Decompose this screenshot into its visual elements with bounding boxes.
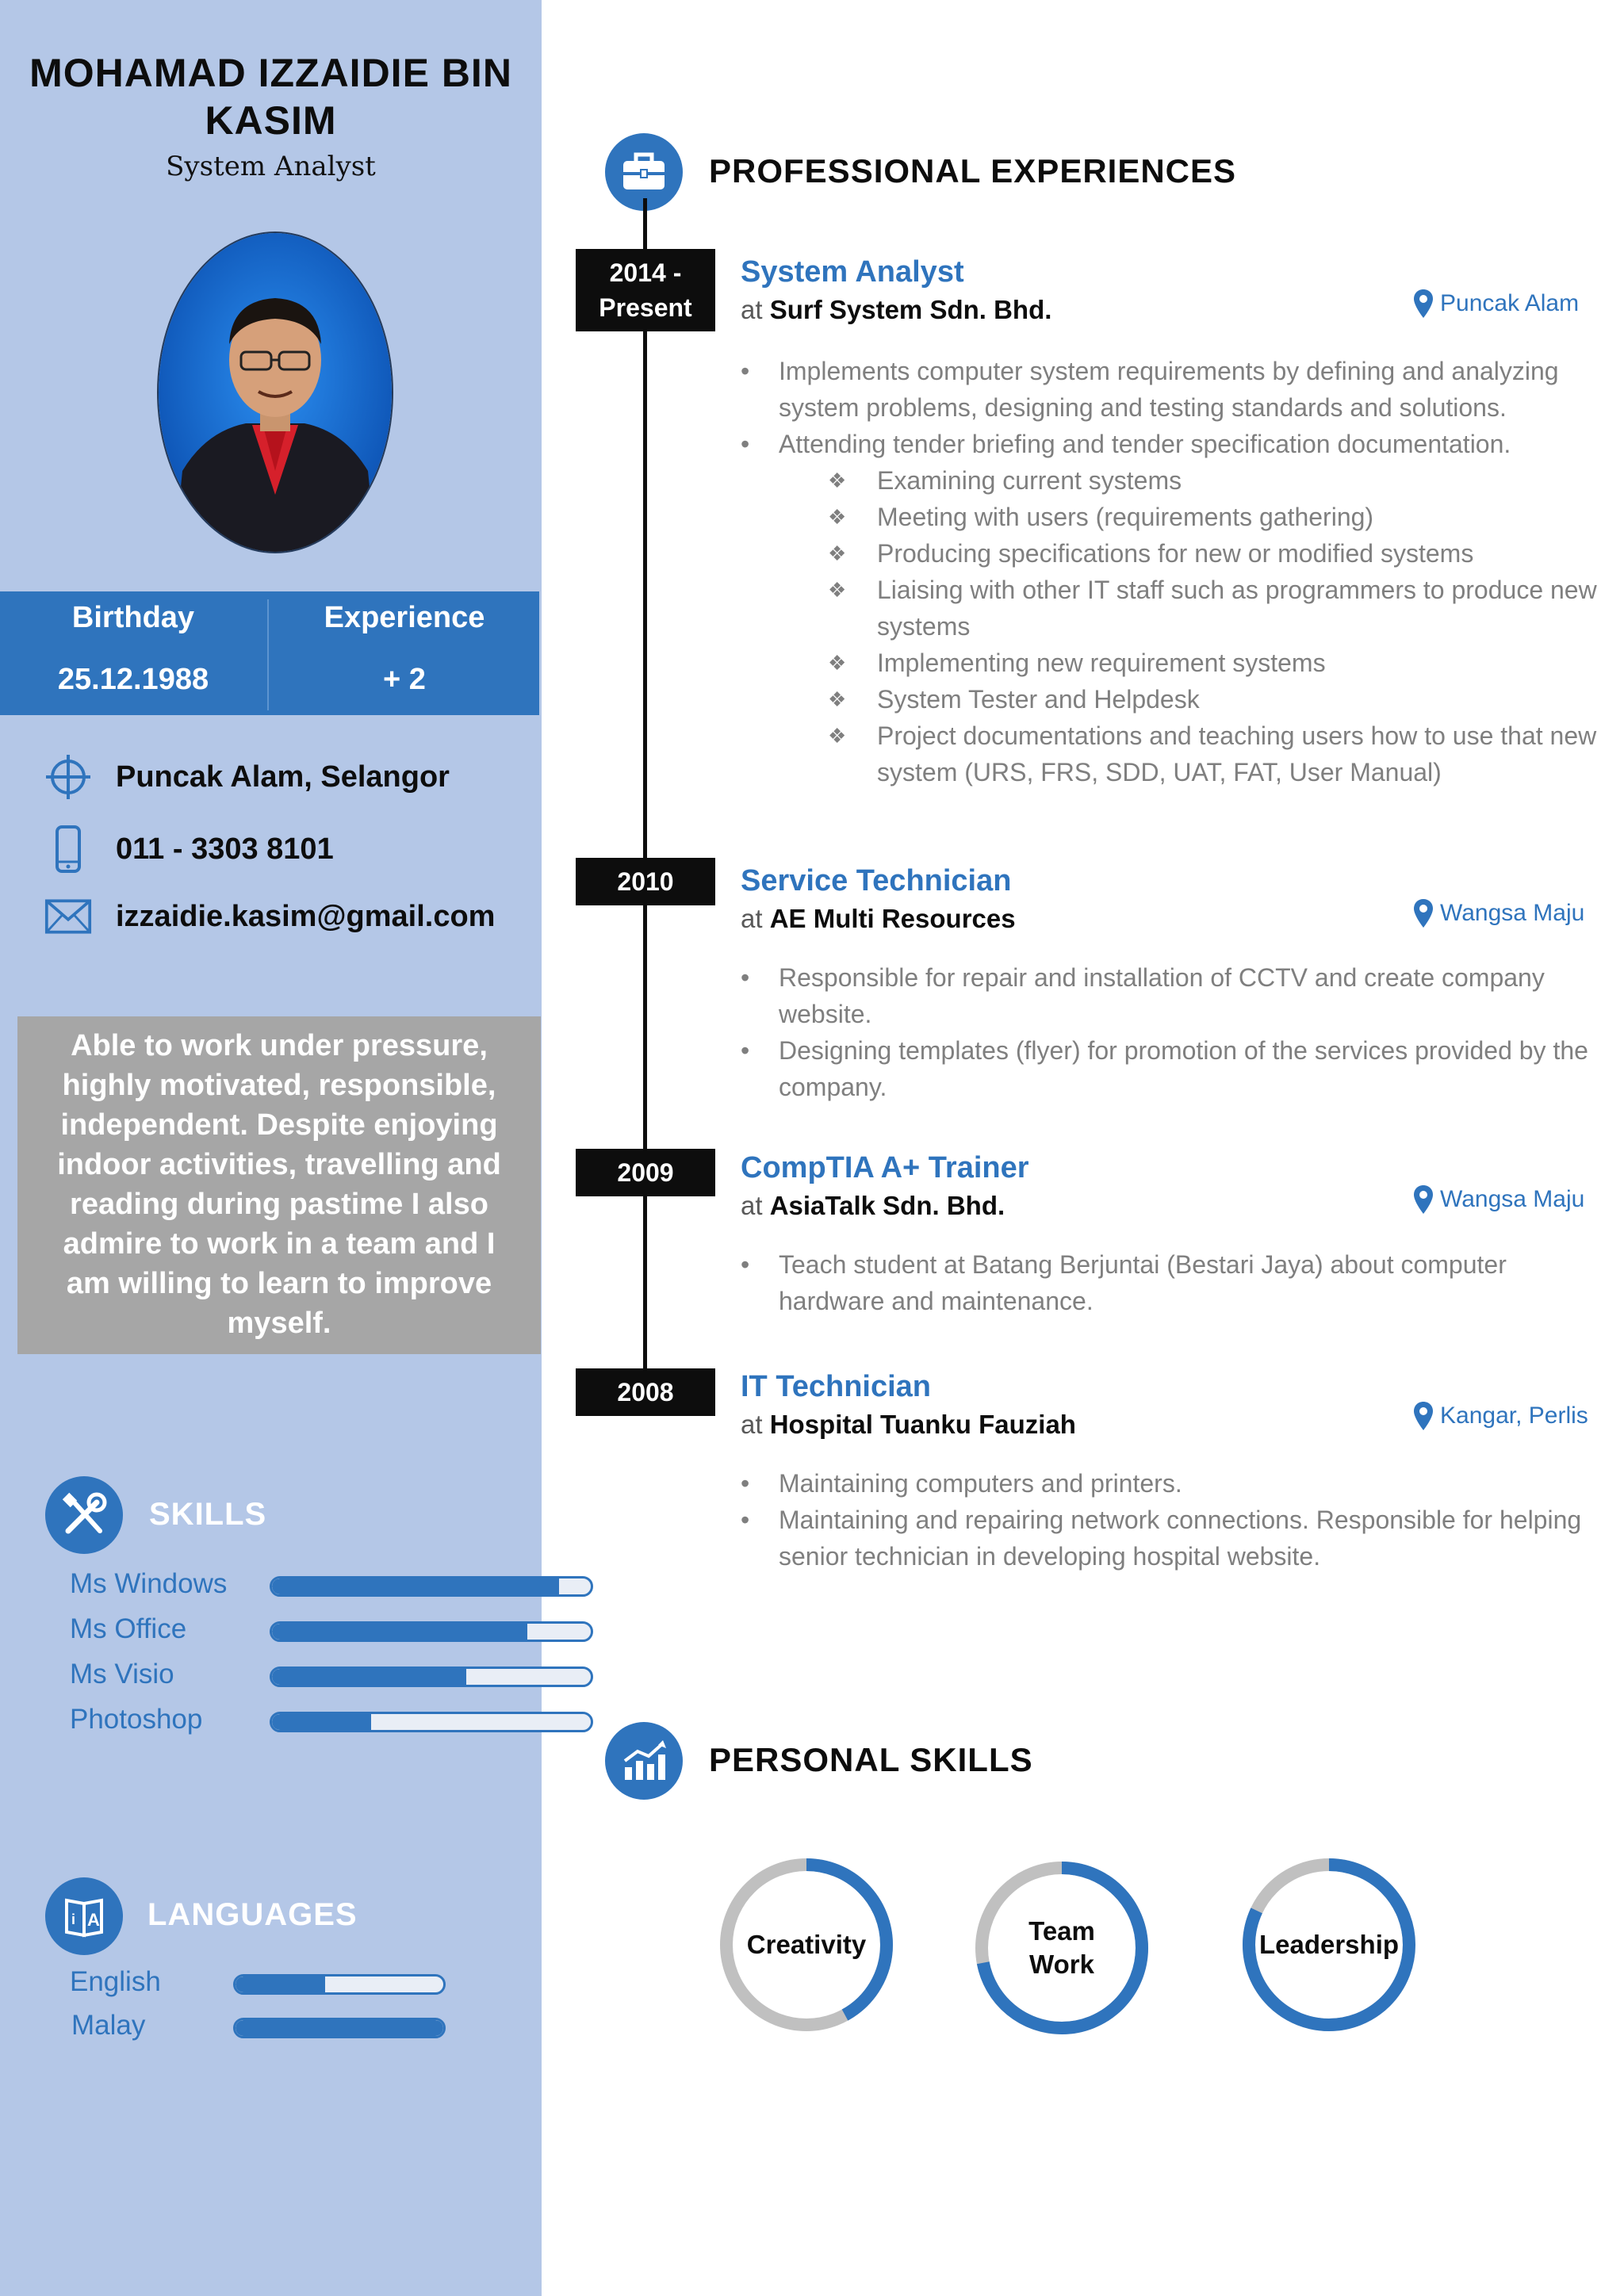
bullet-item: • Attending tender briefing and tender specification documentation. (741, 426, 1597, 462)
map-pin-icon (1413, 1184, 1434, 1215)
experience-label: Experience (324, 601, 485, 634)
company-name: Hospital Tuanku Fauziah (769, 1410, 1076, 1439)
sub-bullet-item: ❖ Meeting with users (requirements gathering) (741, 499, 1597, 535)
skill-bar (270, 1621, 593, 1642)
donut-label (1238, 1854, 1420, 2036)
skill-name: Photoshop (70, 1704, 203, 1735)
skill-bar-fill (272, 1714, 371, 1730)
skill-bar-fill (272, 1578, 559, 1594)
language-bar-fill (236, 1976, 325, 1992)
donut-label-line2: Work (1029, 1950, 1094, 1979)
contact-email (44, 889, 495, 944)
language-name: Malay (71, 2010, 146, 2041)
job-location (1413, 1401, 1588, 1431)
job-date-line2: Present (599, 293, 692, 322)
personal-skills-heading: PERSONAL SKILLS (709, 1741, 1033, 1778)
at-label: at (741, 1191, 763, 1220)
experience-heading: PROFESSIONAL EXPERIENCES (709, 152, 1237, 189)
job-title: IT Technician (741, 1370, 932, 1403)
job-date-line1: 2009 (617, 1158, 674, 1187)
skill-row (70, 1659, 530, 1698)
bullet-item: • Designing templates (flyer) for promotion of the services provided by the company. (741, 1032, 1597, 1105)
contact-location (44, 749, 450, 805)
skill-name: Ms Office (70, 1613, 187, 1644)
company-name: AE Multi Resources (769, 904, 1016, 933)
crosshair-icon (44, 753, 92, 801)
growth-chart-icon (605, 1722, 683, 1800)
job-title: Service Technician (741, 864, 1012, 897)
job-location (1413, 898, 1584, 928)
map-pin-icon (1413, 1401, 1434, 1431)
skill-row (70, 1704, 530, 1743)
job-date (576, 1149, 715, 1196)
language-row (70, 1966, 530, 2006)
sub-bullet-item: ❖ Project documentations and teaching users how to use that new system (URS, FRS, SDD, UAT, FAT, User Manual) (741, 718, 1597, 790)
sub-bullet-item: ❖ Liaising with other IT staff such as programmers to produce new systems (741, 572, 1597, 645)
location-name: Wangsa Maju (1440, 1186, 1585, 1212)
language-row (71, 2010, 531, 2049)
profile-photo (157, 232, 393, 553)
job-date (576, 1368, 715, 1416)
job-date-line1: 2014 - (609, 258, 682, 287)
company-name: AsiaTalk Sdn. Bhd. (769, 1191, 1005, 1220)
personal-skill-creativity (715, 1854, 898, 2036)
skill-bar-fill (272, 1669, 466, 1685)
donut-label (715, 1854, 898, 2036)
candidate-name: MOHAMAD IZZAIDIE BIN KASIM (29, 51, 512, 143)
skill-bar (270, 1576, 593, 1597)
bullet-item: • Responsible for repair and installation of CCTV and create company website. (741, 959, 1597, 1032)
skill-bar (270, 1712, 593, 1732)
skill-row (70, 1568, 530, 1608)
birthday-value: 25.12.1988 (57, 663, 209, 696)
sub-bullet-item: ❖ Producing specifications for new or modified systems (741, 535, 1597, 572)
summary-box: Able to work under pressure, highly motivated, responsible, independent. Despite enjoying indoor activities, travelling and reading during pastime I also admire to work in a team and I am willing to learn to improve myself. (17, 1016, 541, 1354)
experience-value: + 2 (383, 663, 426, 696)
svg-text:i: i (71, 1911, 76, 1927)
svg-text:A: A (87, 1910, 100, 1930)
job-bullets (741, 353, 1597, 790)
birthday-label: Birthday (71, 601, 195, 634)
job-bullets (741, 1465, 1597, 1575)
job-date-line1: 2010 (617, 867, 674, 896)
envelope-icon (44, 893, 92, 940)
candidate-title: System Analyst (166, 151, 376, 182)
job-company (741, 904, 1016, 934)
bullet-item: • Maintaining computers and printers. (741, 1465, 1597, 1502)
stats-bar (0, 591, 539, 715)
personal-skill-teamwork (971, 1857, 1153, 2039)
at-label: at (741, 295, 763, 324)
location-name: Kangar, Perlis (1440, 1402, 1588, 1429)
at-label: at (741, 904, 763, 933)
bullet-item: • Teach student at Batang Berjuntai (Bestari Jaya) about computer hardware and maintenance. (741, 1246, 1597, 1319)
experience-stat (270, 591, 539, 715)
bullet-item: • Implements computer system requirements by defining and analyzing system problems, designing and testing standards and solutions. (741, 353, 1597, 426)
personal-skill-leadership (1238, 1854, 1420, 2036)
translate-icon (45, 1877, 123, 1955)
sidebar (0, 0, 542, 2296)
donut-label-line1: Team (1028, 1916, 1095, 1946)
sub-bullet-item: ❖ System Tester and Helpdesk (741, 681, 1597, 718)
skills-heading: SKILLS (149, 1497, 267, 1532)
job-company (741, 295, 1051, 325)
donut-label (971, 1857, 1153, 2039)
job-bullets (741, 959, 1597, 1105)
skill-bar-fill (272, 1624, 527, 1640)
email-text: izzaidie.kasim@gmail.com (116, 899, 496, 933)
map-pin-icon (1413, 898, 1434, 928)
contact-phone (44, 821, 334, 877)
location-name: Puncak Alam (1440, 290, 1580, 316)
donut-label-text: Creativity (746, 1930, 867, 1959)
skill-row (70, 1613, 530, 1653)
phone-text: 011 - 3303 8101 (116, 832, 334, 866)
skill-bar (270, 1667, 593, 1687)
company-name: Surf System Sdn. Bhd. (769, 295, 1052, 324)
tools-icon (45, 1476, 123, 1554)
birthday-stat (0, 591, 266, 715)
at-label: at (741, 1410, 763, 1439)
skill-name: Ms Windows (70, 1568, 228, 1599)
language-bar (233, 2018, 446, 2038)
job-title: CompTIA A+ Trainer (741, 1151, 1029, 1184)
job-date-line1: 2008 (617, 1378, 674, 1406)
stat-divider (267, 599, 269, 710)
job-location (1413, 289, 1579, 319)
location-text: Puncak Alam, Selangor (116, 760, 450, 794)
job-company (741, 1410, 1076, 1440)
job-title: System Analyst (741, 255, 964, 289)
job-bullets (741, 1246, 1597, 1319)
sub-bullet-item: ❖ Implementing new requirement systems (741, 645, 1597, 681)
job-company (741, 1191, 1005, 1221)
language-name: English (70, 1966, 161, 1997)
location-name: Wangsa Maju (1440, 900, 1585, 926)
language-bar (233, 1974, 446, 1995)
job-date (576, 858, 715, 905)
job-location (1413, 1184, 1584, 1215)
languages-heading: LANGUAGES (147, 1897, 358, 1932)
sub-bullet-item: ❖ Examining current systems (741, 462, 1597, 499)
job-date (576, 249, 715, 331)
phone-icon (44, 825, 92, 873)
skill-name: Ms Visio (70, 1659, 174, 1689)
bullet-item: • Maintaining and repairing network connections. Responsible for helping senior technician in developing hospital website. (741, 1502, 1597, 1575)
map-pin-icon (1413, 289, 1434, 319)
language-bar-fill (236, 2020, 443, 2036)
timeline-line (643, 198, 647, 1403)
donut-label-text: Leadership (1258, 1930, 1400, 1959)
